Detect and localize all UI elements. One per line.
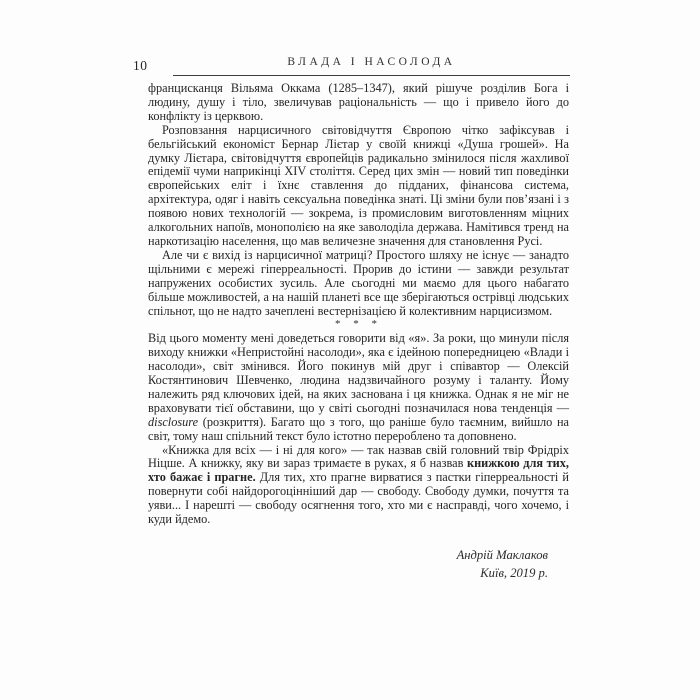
- paragraph-from-now-on: [148, 332, 569, 443]
- section-separator: * * *: [335, 318, 382, 331]
- paragraph-4-text-after: (розкриття). Багато що з того, що раніше було таємним, вийшло на світ, тому наш спільний текст було істотно перероблено та доповнено.: [148, 414, 569, 443]
- paragraph-exit-matrix: Але чи є вихід із нарцисичної матриці? Простого шляху не існує — занадто щільними є мережі гіперреальності. Прорив до істини — завжди результат напружених особистих зусиль. Але сьогодні ми маємо для цього набагато більше можливостей, а на нашій планеті все ще зберігаються острівці людських спільнот, що не надто зачеплені вестернізацією й колективним нарцисизмом.: [148, 247, 569, 318]
- paragraph-4-text-before: Від цього моменту мені доведеться говорити від «я». За роки, що минули після виходу книжки «Непристойні насолоди», яка є ідейною попередницею «Влади і насолоди», світ змінився. Його покинув мій друг і співавтор — Олексій Костянтинович Шевченко, людина надзвичайного розуму і таланту. Йому належить ряд ключових ідей, на яких заснована і ця книжка. Однак я не міг не враховувати тієї обставини, що у світі сьогодні позначилася нова тенденція —: [148, 331, 569, 415]
- bold-phrase-book-for-those: книжкою для тих, хто бажає і прагне.: [148, 456, 569, 485]
- running-title: ВЛАДА І НАСОЛОДА: [287, 56, 456, 68]
- signature-block: [148, 547, 569, 582]
- running-head: [133, 52, 570, 76]
- header-rule: [173, 52, 570, 76]
- signature-author: Андрій Маклаков: [456, 548, 548, 562]
- page-number: 10: [133, 58, 148, 73]
- paragraph-narcissism-europe: Розповзання нарцисичного світовідчуття Європою чітко зафіксував і бельгійський економіст Бернар Лієтар у своїй книжці «Душа грошей». На думку Лієтара, світовідчуття європейців радикально змінилося після жахливої епідемії чуми наприкінці XIV століття. Серед цих змін — новий тип поведінки європейських еліт і їхнє ставлення до підданих, фінансова система, архітектура, одяг і навіть сексуальна поведінка знаті. Ці зміни були пов’язані і з появою нових технологій — зокрема, із промисловим виготовленням міцних алкогольних напоїв, монополією на яке заволоділа держава. Намітився тренд на наркотизацію населення, що мав величезне значення для становлення Русі.: [148, 122, 569, 248]
- paragraph-book-for-all: [148, 444, 569, 527]
- paragraph-continuation: францисканця Вільяма Оккама (1285–1347), який рішуче розділив Бога і людину, душу і тіло, звеличував раціональність — що і привело його до конфлікту із церквою.: [148, 81, 569, 123]
- italic-term-disclosure: disclosure: [148, 414, 199, 429]
- page-text-block: [148, 82, 569, 582]
- paragraph-5-text-after: Для тих, хто прагне вирватися з пастки гіперреальності й повернути собі найдорогоцінніший дар — свободу. Свободу думки, почуття та уяви... І нарешті — свободу осягнення того, хто ми є насправді, чого хочемо, і куди йдемо.: [148, 470, 569, 527]
- paragraph-5-text-before: «Книжка для всіх — і ні для кого» — так назвав свій головний твір Фрідріх Ніцше. А книжку, яку ви зараз тримаєте в руках, я б назвав: [148, 442, 569, 471]
- signature-place-date: Київ, 2019 р.: [480, 565, 548, 580]
